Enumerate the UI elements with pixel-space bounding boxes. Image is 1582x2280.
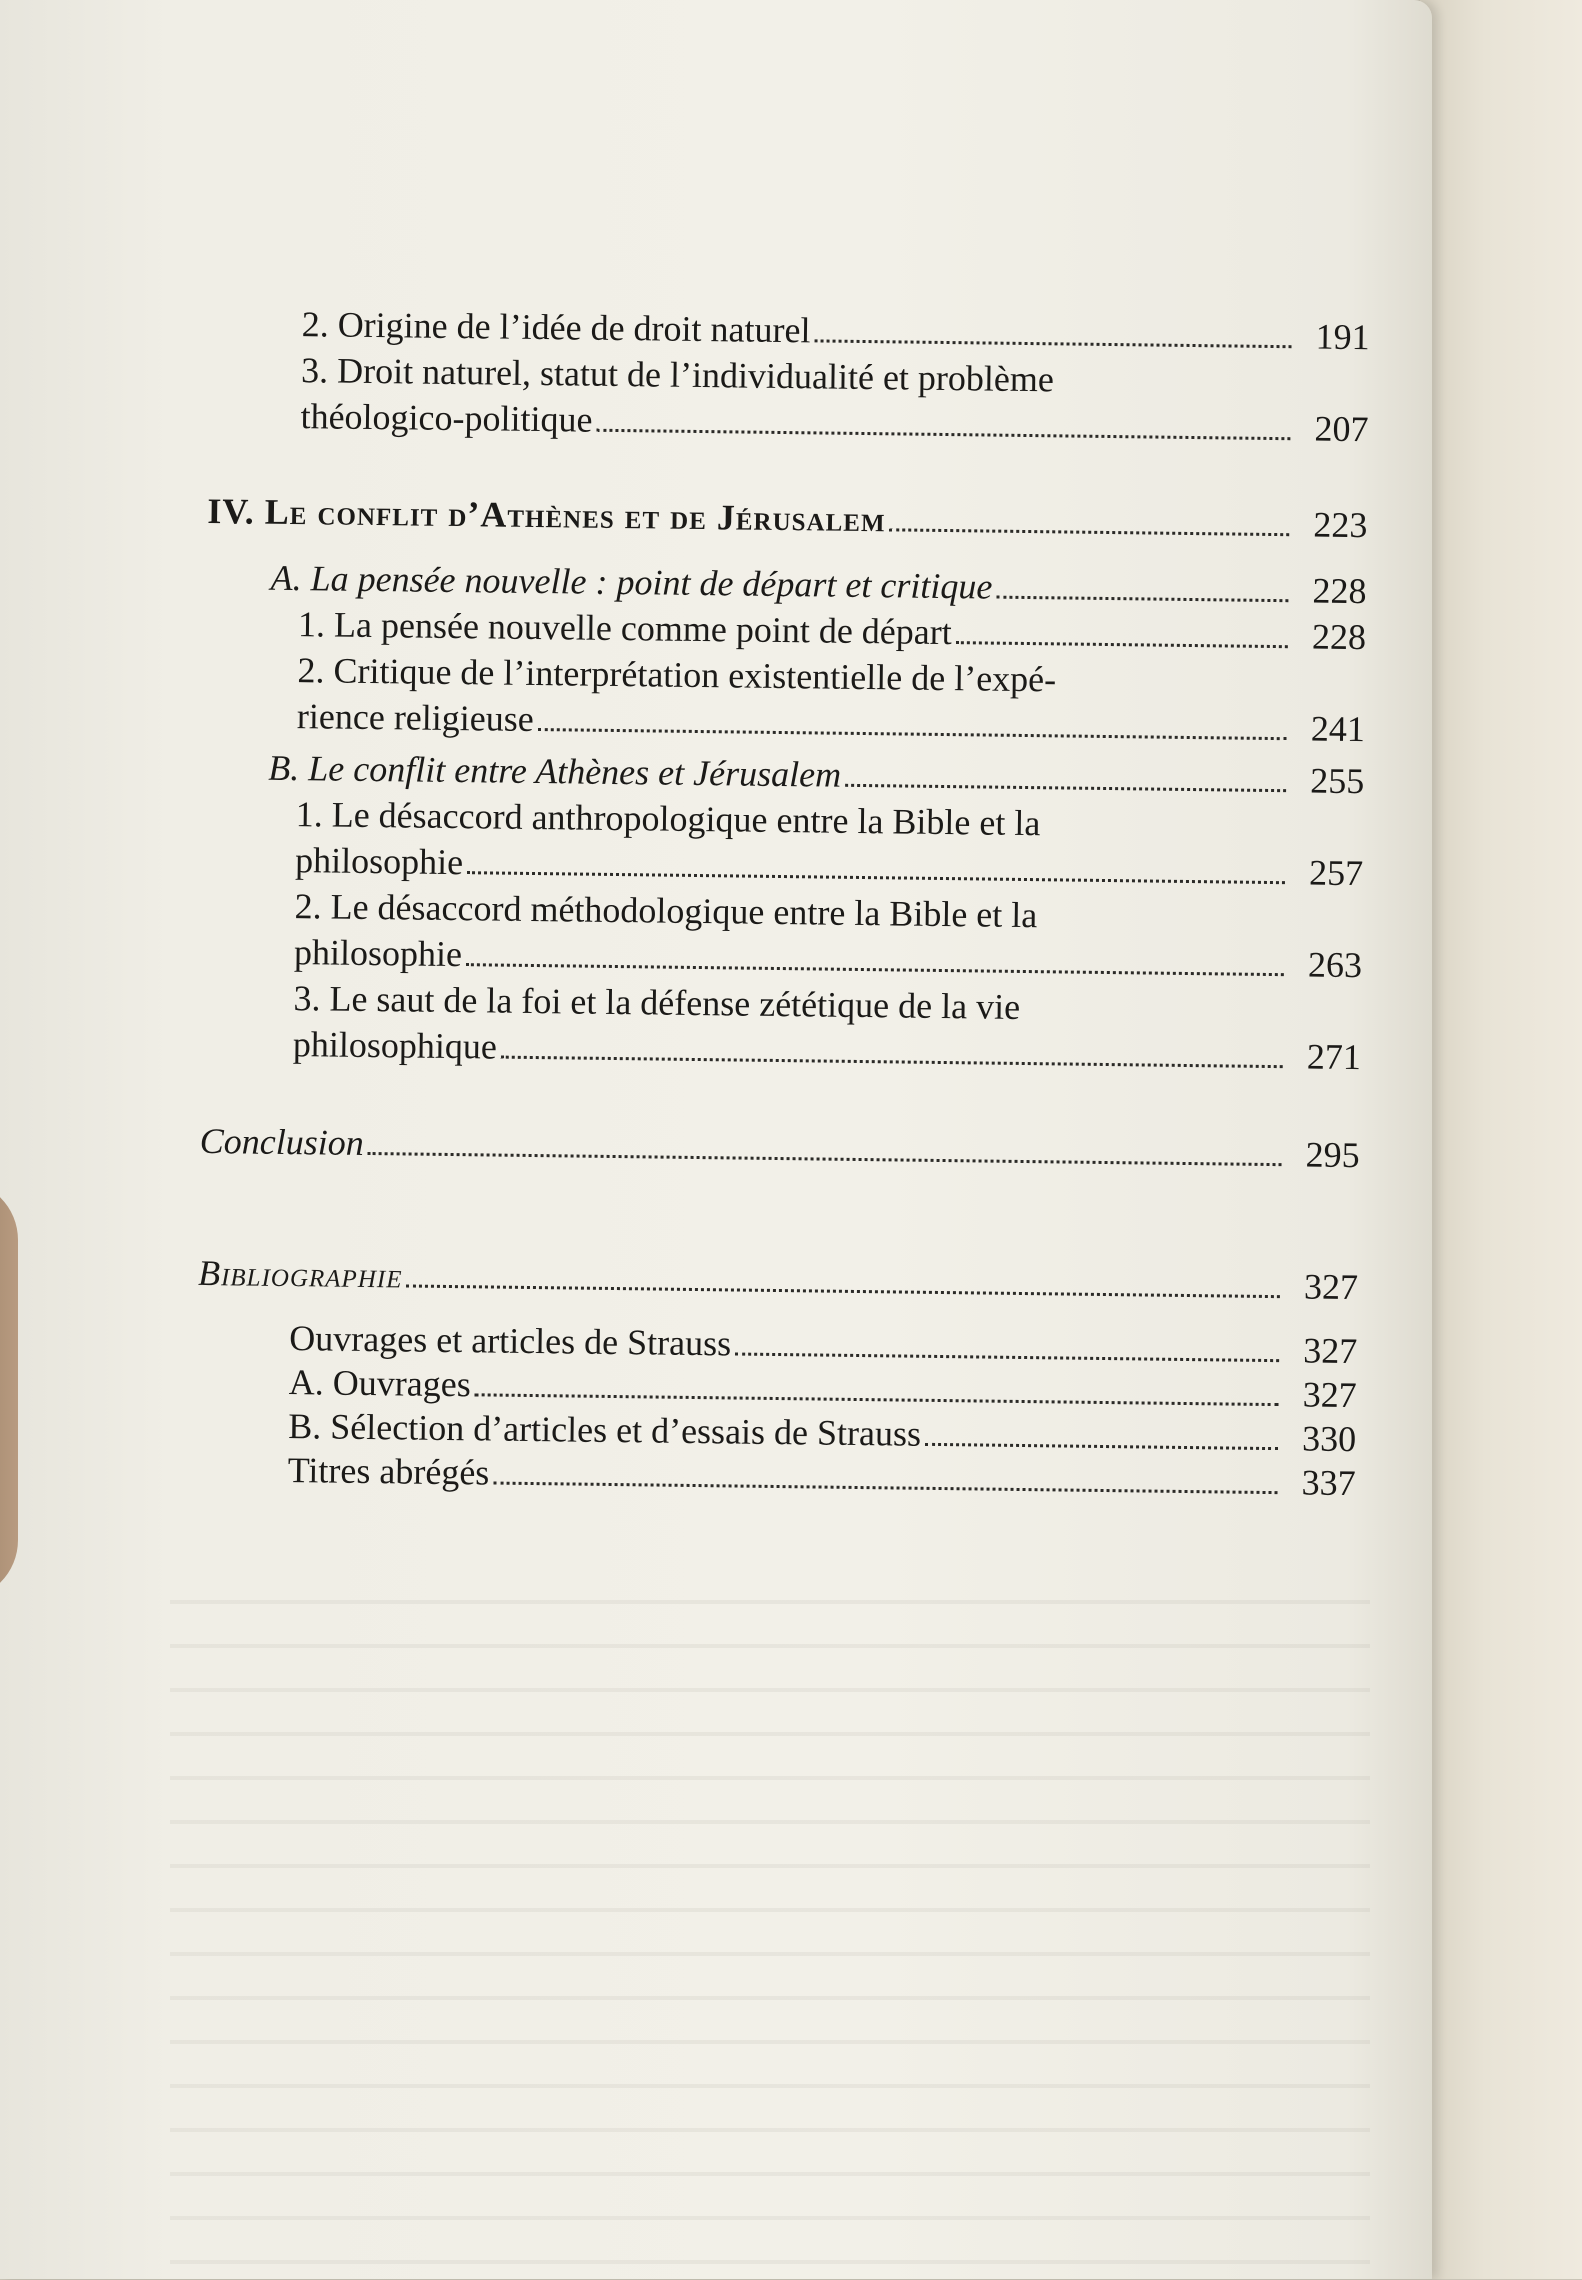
part-heading	[207, 488, 1367, 548]
entry-title: 1. Le désaccord anthropologique entre la Bible et la	[295, 794, 1041, 844]
toc-row	[198, 1250, 1358, 1310]
entry-title: 3. Le saut de la foi et la défense zététique de la vie	[293, 978, 1021, 1027]
leader-dots	[814, 339, 1291, 348]
entry-title: 2. Origine de l’idée de droit naturel	[301, 304, 811, 351]
bibliography-heading	[198, 1250, 1358, 1310]
page-number: 330	[1301, 1418, 1357, 1460]
entry-title: B. Sélection d’articles et d’essais de Strauss	[288, 1406, 922, 1454]
entry-title: théologico-politique	[300, 396, 593, 440]
leader-dots	[475, 1393, 1279, 1406]
leader-dots	[501, 1056, 1283, 1069]
page-number: 327	[1302, 1374, 1357, 1416]
entry-title: IV. Le conflit d’Athènes et de Jérusalem	[207, 490, 886, 540]
page-number: 327	[1303, 1330, 1358, 1372]
leader-dots	[596, 429, 1290, 440]
page-number: 207	[1314, 408, 1369, 450]
entry-title: 2. Le désaccord méthodologique entre la Bible et la	[294, 886, 1038, 936]
page-number: 228	[1311, 616, 1367, 658]
leader-dots	[996, 596, 1288, 603]
entry-title: rience religieuse	[296, 696, 535, 739]
entry-title: A. La pensée nouvelle : point de départ et critique	[270, 557, 993, 607]
leader-dots	[735, 1352, 1279, 1362]
page-number: 223	[1313, 504, 1368, 546]
conclusion-heading	[199, 1118, 1359, 1178]
leader-dots	[493, 1482, 1277, 1495]
thumb	[0, 1180, 18, 1600]
page-number: 241	[1310, 708, 1366, 750]
page-number: 263	[1307, 944, 1363, 986]
entry-title: philosophique	[292, 1024, 498, 1067]
leader-dots	[956, 641, 1288, 648]
toc-row	[199, 1118, 1359, 1178]
toc-row	[207, 488, 1367, 548]
page-number: 257	[1308, 852, 1364, 894]
page-number: 295	[1305, 1134, 1360, 1176]
entry-title: philosophie	[294, 840, 464, 883]
entry-title: Bibliographie	[197, 1252, 403, 1296]
page-number: 271	[1306, 1036, 1362, 1078]
entry-title: A. Ouvrages	[288, 1362, 471, 1405]
leader-dots	[538, 728, 1287, 740]
next-page-edge	[1420, 0, 1582, 2279]
entry-title: 1. La pensée nouvelle comme point de départ	[297, 604, 953, 653]
table-of-contents	[197, 300, 1370, 1504]
leader-dots	[467, 871, 1285, 884]
page-number: 228	[1312, 570, 1367, 612]
leader-dots	[466, 963, 1284, 976]
leader-dots	[368, 1152, 1282, 1166]
entry-title: 2. Critique de l’interprétation existentielle de l’expé-	[297, 650, 1057, 700]
entry-title: philosophie	[293, 932, 463, 975]
leader-dots	[845, 784, 1286, 792]
entry-title: B. Le conflit entre Athènes et Jérusalem	[268, 747, 842, 795]
page-number: 191	[1315, 316, 1370, 358]
show-through-text	[170, 1560, 1370, 2280]
entry-title: Ouvrages et articles de Strauss	[289, 1318, 732, 1364]
leader-dots	[889, 528, 1289, 536]
leader-dots	[406, 1284, 1280, 1298]
page-number: 255	[1309, 760, 1365, 802]
page-number: 327	[1303, 1266, 1359, 1308]
entry-title: Conclusion	[199, 1120, 364, 1163]
entry-title: Titres abrégés	[287, 1450, 490, 1493]
entry-title: 3. Droit naturel, statut de l’individualité et problème	[300, 350, 1055, 400]
leader-dots	[925, 1443, 1278, 1450]
page-number: 337	[1301, 1462, 1356, 1504]
